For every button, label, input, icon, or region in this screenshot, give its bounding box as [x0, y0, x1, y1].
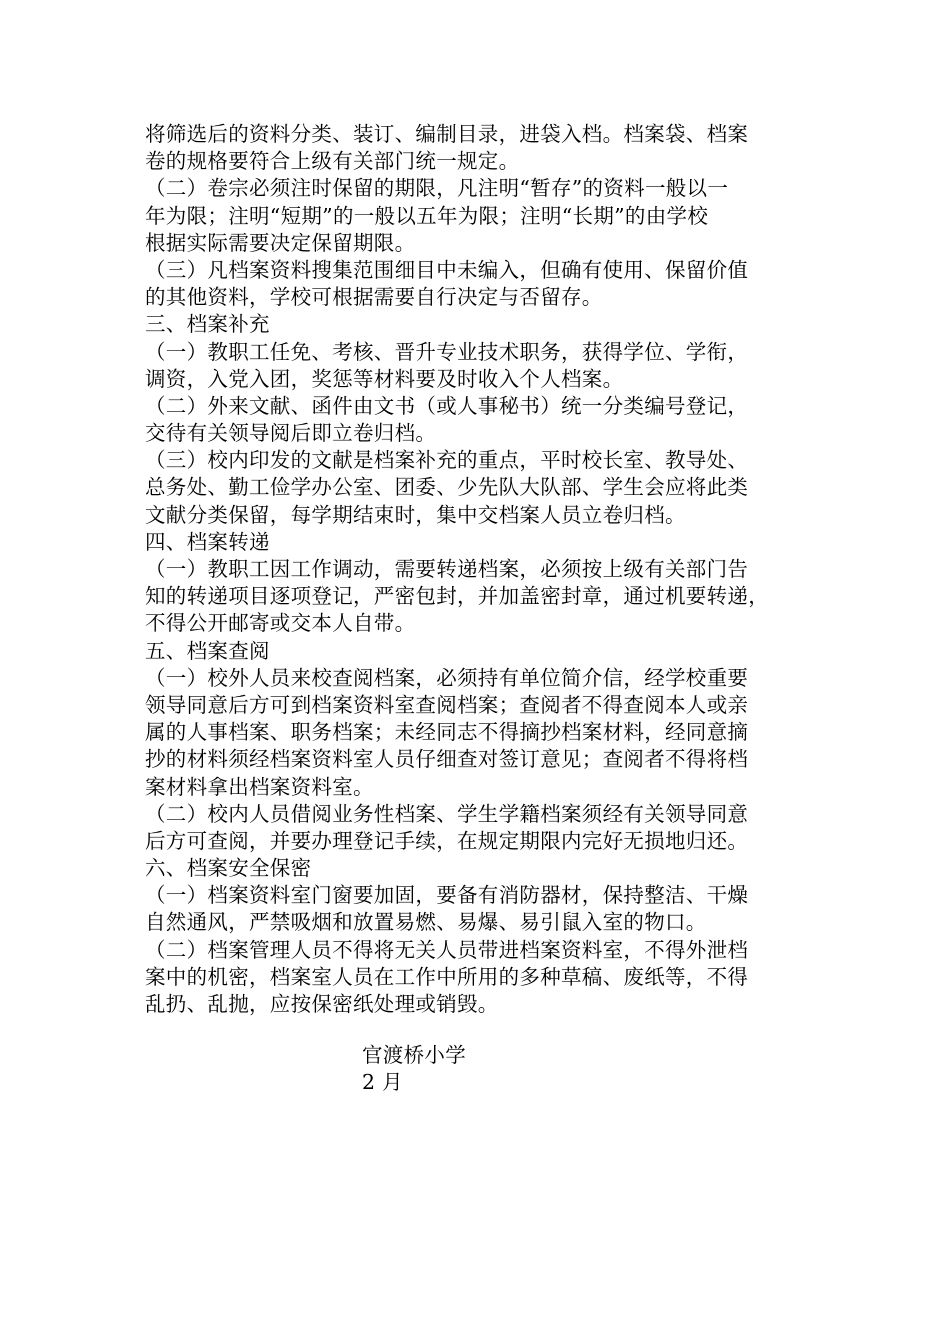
text-line: 抄的材料须经档案资料室人员仔细查对签订意见；查阅者不得将档	[145, 747, 749, 772]
text-line: 属的人事档案、职务档案；未经同志不得摘抄档案材料，经同意摘	[145, 720, 749, 745]
text-line: 案材料拿出档案资料室。	[145, 774, 374, 799]
text-line: （二）校内人员借阅业务性档案、学生学籍档案须经有关领导同意	[145, 801, 749, 826]
text-line: （三）凡档案资料搜集范围细目中未编入，但确有使用、保留价值	[145, 257, 749, 282]
text-line: 调资，入党入团，奖惩等材料要及时收入个人档案。	[145, 366, 624, 391]
section-heading: 四、档案转递	[145, 529, 270, 554]
text-line: 知的转递项目逐项登记，严密包封，并加盖密封章，通过机要转递，	[145, 584, 769, 609]
text-line: 年为限；注明“短期”的一般以五年为限；注明“长期”的由学校	[145, 203, 709, 228]
text-line: （一）校外人员来校查阅档案，必须持有单位简介信，经学校重要	[145, 665, 749, 690]
text-line: （一）档案资料室门窗要加固，要备有消防器材，保持整洁、干燥	[145, 883, 749, 908]
text-line: 交待有关领导阅后即立卷归档。	[145, 421, 437, 446]
text-line: 卷的规格要符合上级有关部门统一规定。	[145, 149, 520, 174]
section-heading: 六、档案安全保密	[145, 856, 312, 881]
text-line: 的其他资料，学校可根据需要自行决定与否留存。	[145, 285, 603, 310]
section-heading: 五、档案查阅	[145, 638, 270, 663]
school-name: 官渡桥小学	[362, 1043, 466, 1067]
text-line: 根据实际需要决定保留期限。	[145, 230, 416, 255]
section-heading: 三、档案补充	[145, 312, 270, 337]
text-line: （一）教职工任免、考核、晋升专业技术职务，获得学位、学衔，	[145, 339, 749, 364]
text-line: 文献分类保留，每学期结束时，集中交档案人员立卷归档。	[145, 502, 686, 527]
text-line: 将筛选后的资料分类、装订、编制目录，进袋入档。档案袋、档案	[145, 122, 749, 146]
text-line: 总务处、勤工俭学办公室、团委、少先队大队部、学生会应将此类	[145, 475, 749, 500]
text-line: 乱扔、乱抛，应按保密纸处理或销毁。	[145, 992, 499, 1016]
text-line: （二）卷宗必须注时保留的期限，凡注明“暂存”的资料一般以一	[145, 176, 729, 201]
text-line: （二）档案管理人员不得将无关人员带进档案资料室，不得外泄档	[145, 937, 749, 962]
text-line: 后方可查阅，并要办理登记手续，在规定期限内完好无损地归还。	[145, 828, 749, 853]
text-line: 自然通风，严禁吸烟和放置易燃、易爆、易引鼠入室的物口。	[145, 910, 707, 935]
text-line: （二）外来文献、函件由文书（或人事秘书）统一分类编号登记，	[145, 393, 749, 418]
signature-date: 2 月	[362, 1070, 403, 1094]
text-line: 领导同意后方可到档案资料室查阅档案；查阅者不得查阅本人或亲	[145, 692, 749, 717]
signature-block	[362, 1042, 466, 1096]
text-line: 案中的机密，档案室人员在工作中所用的多种草稿、废纸等，不得	[145, 964, 749, 989]
text-line: （一）教职工因工作调动，需要转递档案，必须按上级有关部门告	[145, 557, 749, 581]
text-line: （三）校内印发的文献是档案补充的重点，平时校长室、教导处、	[145, 448, 749, 473]
text-line: 不得公开邮寄或交本人自带。	[145, 611, 416, 636]
document-body	[145, 121, 835, 1018]
